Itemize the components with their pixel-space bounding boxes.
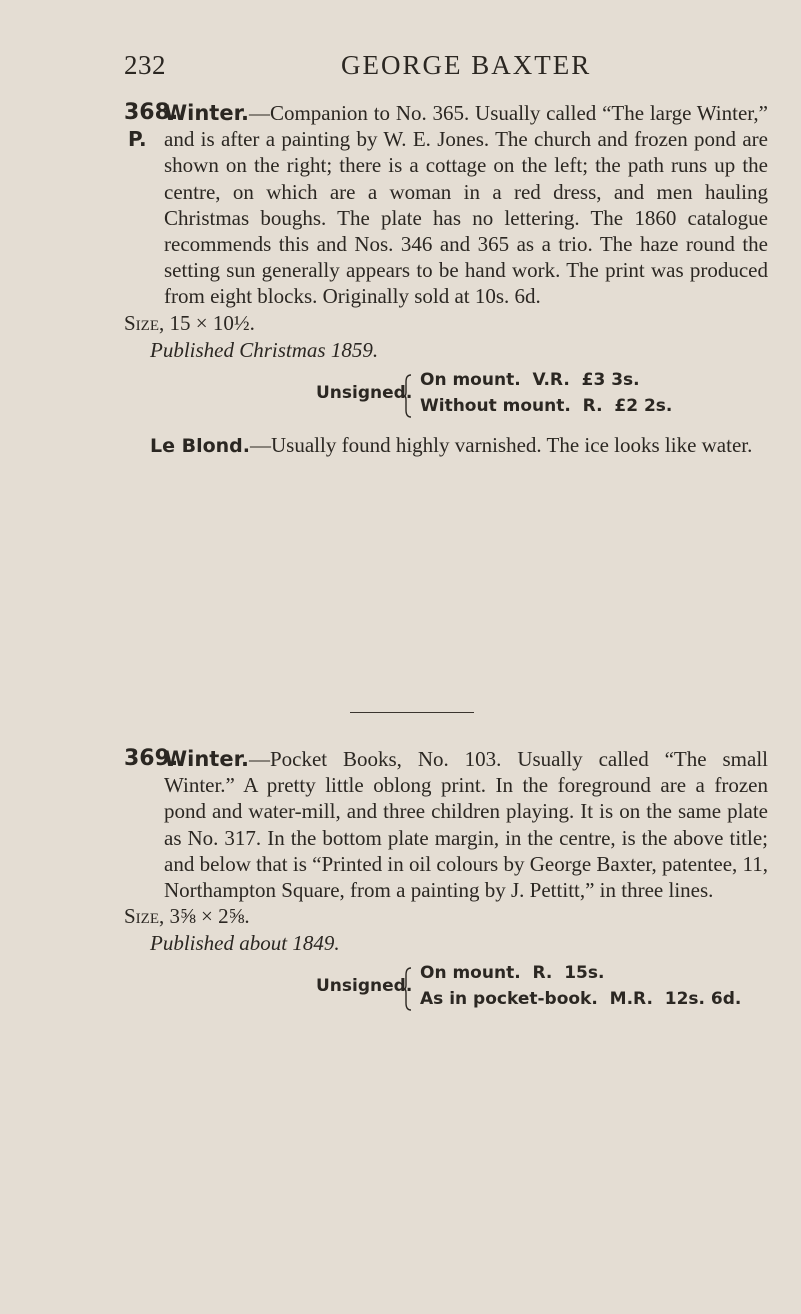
note-title: Le Blond.: [150, 434, 251, 457]
entry-published: Published about 1849.: [150, 931, 340, 956]
entry-description: [124, 746, 768, 903]
price-row: [420, 989, 741, 1009]
entry-title: Winter.: [164, 747, 249, 771]
price-condition: As in pocket-book.: [420, 989, 598, 1010]
price-row: [420, 370, 640, 390]
price-value: 12s. 6d.: [664, 989, 742, 1010]
rarity-grade: V.R.: [532, 369, 570, 390]
rarity-grade: M.R.: [609, 989, 653, 1010]
entry-body: —Pocket Books, No. 103. Usually called “The small Winter.” A pretty little oblong print. In the foreground are a frozen pond and water-mill, and three children playing. It is on the same plate as No. 317. In the bottom plate margin, in the centre, is the above title; and below that is “Printed in oil colours by George Baxter, patentee, 11, Northampton Square, from a painting by J. Pettitt,” in three lines.: [164, 747, 768, 903]
price-condition: Without mount.: [420, 395, 571, 416]
plate-code: P.: [128, 127, 147, 151]
price-label: Unsigned.: [316, 976, 413, 997]
price-value: £2 2s.: [614, 395, 673, 416]
rarity-grade: R.: [532, 963, 553, 984]
entry-published: Published Christmas 1859.: [150, 337, 379, 362]
price-condition: On mount.: [420, 963, 521, 984]
entry-description: [124, 100, 768, 310]
price-row: [420, 963, 604, 983]
price-block: [124, 963, 768, 1021]
rarity-grade: R.: [582, 395, 603, 416]
entry-body: —Companion to No. 365. Usually called “The large Winter,” and is after a painting by W. E. Jones. The church and frozen pond are shown on the right; there is a cottage on the left; the path runs up the centre, on which are a woman in a red dress, and men hauling Christmas boughs. The plate has no lettering. The 1860 catalogue recommends this and Nos. 346 and 365 as a trio. The haze round the setting sun generally appears to be hand work. The print was produced from eight blocks. Originally sold at 10s. 6d.: [164, 101, 768, 309]
page-header: [0, 50, 801, 90]
entry-number: 368.: [124, 100, 179, 125]
price-value: £3 3s.: [581, 369, 640, 390]
price-block: [124, 370, 768, 428]
brace-icon: [404, 967, 412, 1011]
note-body: —Usually found highly varnished. The ice looks like water.: [250, 432, 753, 457]
brace-icon: [404, 374, 412, 418]
price-condition: On mount.: [420, 369, 521, 390]
section-divider: [350, 712, 474, 713]
running-head: GEORGE BAXTER: [341, 50, 592, 80]
price-value: 15s.: [564, 963, 605, 984]
le-blond-note: [124, 432, 768, 459]
catalogue-entry-369: [124, 746, 768, 1021]
price-row: [420, 396, 672, 416]
entry-number: 369.: [124, 746, 179, 771]
entry-title: Winter.: [164, 101, 249, 125]
catalogue-entry-368: [124, 100, 768, 459]
price-label: Unsigned.: [316, 382, 413, 403]
page-number: 232: [124, 50, 166, 80]
entry-size: Size, 3⅝ × 2⅝.: [124, 904, 250, 929]
entry-size: Size, 15 × 10½.: [124, 310, 255, 335]
